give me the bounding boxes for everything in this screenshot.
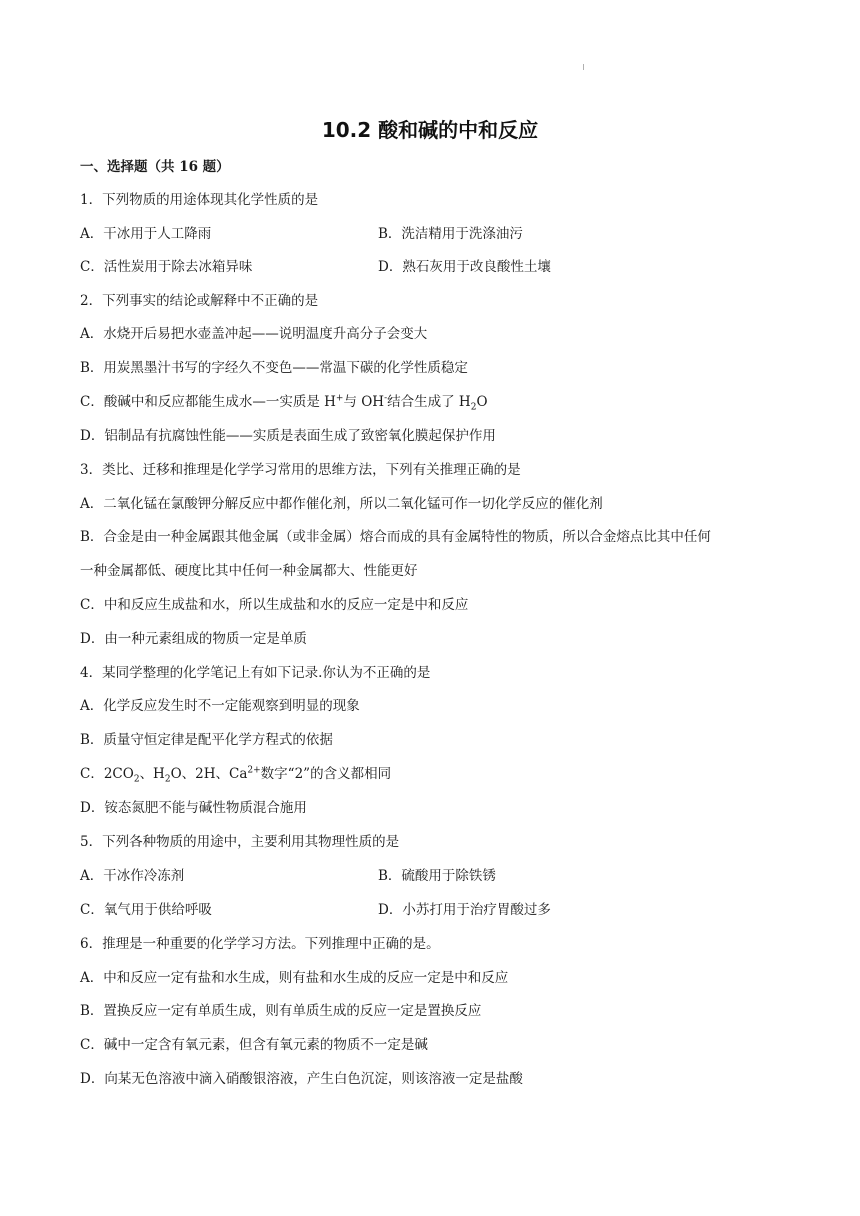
q2-c-sup-plus: + xyxy=(335,393,344,404)
q4-option-d: D．铵态氮肥不能与碱性物质混合施用 xyxy=(80,800,307,816)
q1-option-b: B．洗洁精用于洗涤油污 xyxy=(378,226,523,242)
q2-c-text-4: O xyxy=(476,394,488,410)
q4-option-b: B．质量守恒定律是配平化学方程式的依据 xyxy=(80,732,333,748)
page-mark xyxy=(583,64,584,70)
q1-stem: 1．下列物质的用途体现其化学性质的是 xyxy=(80,192,319,208)
q2-option-c xyxy=(80,392,488,412)
q2-c-text-3: 结合生成了 H xyxy=(387,394,471,410)
q5-option-a: A．干冰作冷冻剂 xyxy=(80,868,185,884)
q1-option-a: A．干冰用于人工降雨 xyxy=(80,226,212,242)
q6-option-d: D．向某无色溶液中滴入硝酸银溶液，产生白色沉淀，则该溶液一定是盐酸 xyxy=(80,1071,523,1087)
q6-stem: 6．推理是一种重要的化学学习方法。下列推理中正确的是。 xyxy=(80,936,440,952)
q5-option-c: C．氧气用于供给呼吸 xyxy=(80,902,212,918)
q6-option-c: C．碱中一定含有氧元素，但含有氧元素的物质不一定是碱 xyxy=(80,1037,428,1053)
q2-c-text-1: C．酸碱中和反应都能生成水—一实质是 H xyxy=(80,394,336,410)
q3-stem: 3．类比、迁移和推理是化学学习常用的思维方法，下列有关推理正确的是 xyxy=(80,462,521,478)
q4-c-sub-1: 2 xyxy=(133,774,140,785)
q4-option-a: A．化学反应发生时不一定能观察到明显的现象 xyxy=(80,698,360,714)
q2-option-a: A．水烧开后易把水壶盖冲起——说明温度升高分子会变大 xyxy=(80,326,428,342)
q3-option-c: C．中和反应生成盐和水，所以生成盐和水的反应一定是中和反应 xyxy=(80,597,469,613)
document-title: 10.2 酸和碱的中和反应 xyxy=(321,118,539,142)
q3-option-a: A．二氧化锰在氯酸钾分解反应中都作催化剂，所以二氧化锰可作一切化学反应的催化剂 xyxy=(80,496,603,512)
q2-c-sup-minus: - xyxy=(384,393,388,404)
q1-option-c: C．活性炭用于除去冰箱异味 xyxy=(80,259,253,275)
q2-stem: 2．下列事实的结论或解释中不正确的是 xyxy=(80,293,319,309)
q4-stem: 4．某同学整理的化学笔记上有如下记录.你认为不正确的是 xyxy=(80,665,431,681)
q2-c-text-2: 与 OH xyxy=(343,394,385,410)
section-heading: 一、选择题（共 16 题） xyxy=(80,159,230,175)
q4-c-text-4: 数字“2”的含义都相同 xyxy=(260,766,392,782)
q3-option-b-line2: 一种金属都低、硬度比其中任何一种金属都大、性能更好 xyxy=(80,563,418,579)
q5-option-d: D．小苏打用于治疗胃酸过多 xyxy=(378,902,551,918)
q4-c-text-1: C．2CO xyxy=(80,766,134,782)
q4-c-sup: 2+ xyxy=(247,765,261,776)
q4-c-text-2: 、H xyxy=(139,766,165,782)
q5-stem: 5．下列各种物质的用途中，主要利用其物理性质的是 xyxy=(80,834,400,850)
q4-c-text-3: O、2H、Ca xyxy=(170,766,248,782)
q2-option-d: D．铝制品有抗腐蚀性能——实质是表面生成了致密氧化膜起保护作用 xyxy=(80,428,496,444)
q1-option-d: D．熟石灰用于改良酸性土壤 xyxy=(378,259,551,275)
q6-option-b: B．置换反应一定有单质生成，则有单质生成的反应一定是置换反应 xyxy=(80,1003,482,1019)
q4-c-sub-2: 2 xyxy=(164,774,171,785)
q6-option-a: A．中和反应一定有盐和水生成，则有盐和水生成的反应一定是中和反应 xyxy=(80,970,509,986)
q4-option-c xyxy=(80,764,391,784)
q3-option-d: D．由一种元素组成的物质一定是单质 xyxy=(80,631,307,647)
q5-option-b: B．硫酸用于除铁锈 xyxy=(378,868,496,884)
q2-option-b: B．用炭黑墨汁书写的字经久不变色——常温下碳的化学性质稳定 xyxy=(80,360,468,376)
q2-c-sub-2: 2 xyxy=(470,402,477,413)
q3-option-b-line1: B．合金是由一种金属跟其他金属（或非金属）熔合而成的具有金属特性的物质，所以合金熔点比其中任何 xyxy=(80,529,711,545)
